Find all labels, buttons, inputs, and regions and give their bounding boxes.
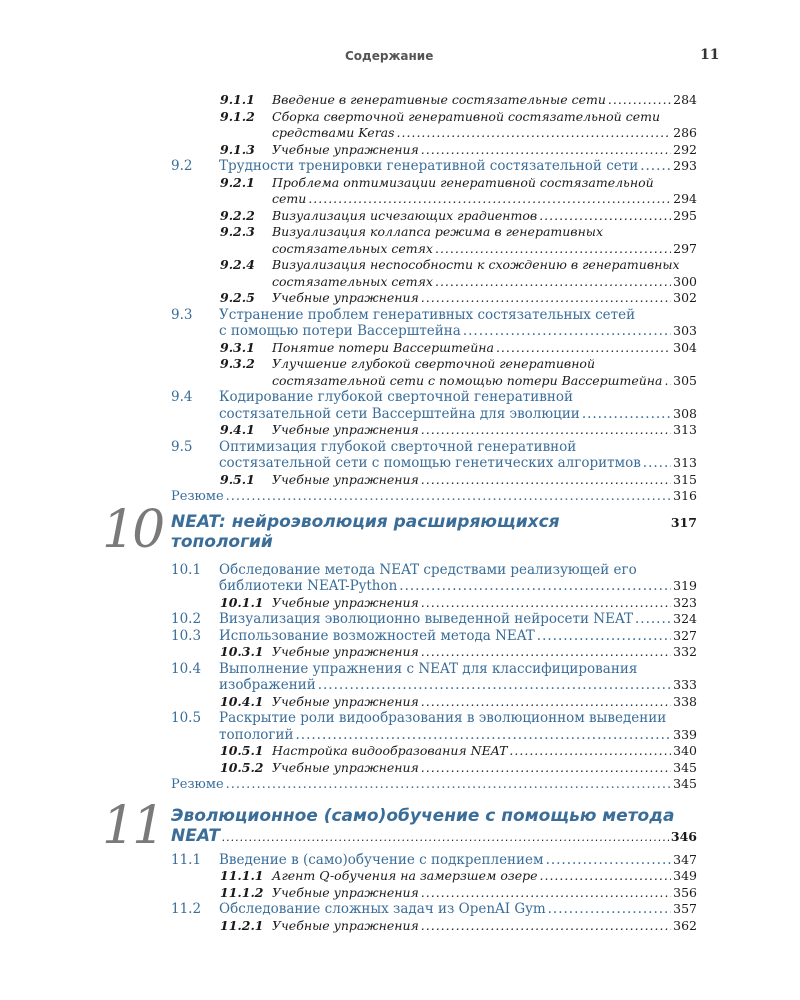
chapter-number: 10: [102, 499, 163, 560]
table-of-contents: [0, 92, 800, 934]
toc-entry-11-1-1[interactable]: 11.1.1 Агент Q-обучения на замерзшем озере ..... 349: [0, 868, 800, 885]
toc-entry-9-4[interactable]: 9.4 Кодирование глубокой сверточной генеративной состязательной сети Вассерштейна для эволюции ..... 308: [0, 389, 800, 422]
toc-entry-10-5-1[interactable]: 10.5.1 Настройка видообразования NEAT ..... 340: [0, 743, 800, 760]
toc-entry-9-2-5[interactable]: 9.2.5 Учебные упражнения ..... 302: [0, 290, 800, 307]
toc-entry-9-3-1[interactable]: 9.3.1 Понятие потери Вассерштейна ..... 304: [0, 340, 800, 357]
toc-entry-10-1-1[interactable]: 10.1.1 Учебные упражнения ..... 323: [0, 595, 800, 612]
toc-entry-11-1-2[interactable]: 11.1.2 Учебные упражнения ..... 356: [0, 885, 800, 902]
chapter-11-heading[interactable]: 11 Эволюционное (само)обучение с помощью метода NEAT ..... 346: [0, 794, 800, 852]
chapter-10-heading[interactable]: 10 NEAT: нейроэволюция расширяющихся топологий 317: [102, 499, 697, 560]
toc-entry-10-4-1[interactable]: 10.4.1 Учебные упражнения ..... 338: [0, 694, 800, 711]
toc-entry-10-3-1[interactable]: 10.3.1 Учебные упражнения ..... 332: [0, 644, 800, 661]
toc-entry-9-1-1[interactable]: 9.1.1 Введение в генеративные состязательные сети ..... 284: [0, 92, 800, 109]
toc-entry-9-5[interactable]: 9.5 Оптимизация глубокой сверточной генеративной состязательной сети с помощью генетических алгоритмов ..... 313: [0, 439, 800, 472]
toc-entry-9-3-2[interactable]: 9.3.2 Улучшение глубокой сверточной генеративной состязательной сети с помощью потери Вассерштейна ..... 305: [0, 356, 800, 389]
toc-entry-9-2-2[interactable]: 9.2.2 Визуализация исчезающих градиентов ..... 295: [0, 208, 800, 225]
toc-entry-10-4[interactable]: 10.4 Выполнение упражнения с NEAT для классифицирования изображений ..... 333: [0, 661, 800, 694]
toc-entry-9-2-3[interactable]: 9.2.3 Визуализация коллапса режима в генеративных состязательных сетях ..... 297: [0, 224, 800, 257]
toc-entry-9-1-2[interactable]: 9.1.2 Сборка сверточной генеративной состязательной сети средствами Keras ..... 286: [0, 109, 800, 142]
toc-entry-9-2[interactable]: 9.2 Трудности тренировки генеративной состязательной сети ..... 293: [0, 158, 800, 175]
toc-entry-10-5[interactable]: 10.5 Раскрытие роли видообразования в эволюционном выведении топологий ..... 339: [0, 710, 800, 743]
toc-entry-9-2-1[interactable]: 9.2.1 Проблема оптимизации генеративной состязательной сети ..... 294: [0, 175, 800, 208]
toc-entry-9-3[interactable]: 9.3 Устранение проблем генеративных состязательных сетей с помощью потери Вассерштейна ..... 303: [0, 307, 800, 340]
toc-entry-summary-9[interactable]: Резюме ..... 316: [0, 488, 800, 506]
toc-entry-9-4-1[interactable]: 9.4.1 Учебные упражнения ..... 313: [0, 422, 800, 439]
chapter-title: NEAT: нейроэволюция расширяющихся топологий: [171, 511, 560, 552]
chapter-title: Эволюционное (само)обучение с помощью метода: [171, 805, 675, 826]
toc-entry-10-5-2[interactable]: 10.5.2 Учебные упражнения ..... 345: [0, 760, 800, 777]
running-header-title: Содержание: [345, 49, 434, 63]
chapter-title-cont: NEAT: [171, 825, 220, 846]
toc-entry-9-1-3[interactable]: 9.1.3 Учебные упражнения ..... 292: [0, 142, 800, 159]
toc-entry-9-5-1[interactable]: 9.5.1 Учебные упражнения ..... 315: [0, 472, 800, 489]
toc-entry-11-2-1[interactable]: 11.2.1 Учебные упражнения ..... 362: [0, 918, 800, 935]
running-header-page-number: 11: [700, 47, 720, 63]
toc-entry-11-1[interactable]: 11.1 Введение в (само)обучение с подкреплением ..... 347: [0, 852, 800, 869]
toc-entry-10-1[interactable]: 10.1 Обследование метода NEAT средствами реализующей его библиотеки NEAT-Python ..... 319: [0, 562, 800, 595]
toc-entry-11-2[interactable]: 11.2 Обследование сложных задач из OpenAI Gym ..... 357: [0, 901, 800, 918]
toc-entry-10-2[interactable]: 10.2 Визуализация эволюционно выведенной нейросети NEAT ..... 324: [0, 611, 800, 628]
chapter-number: 11: [102, 795, 163, 856]
toc-entry-9-2-4[interactable]: 9.2.4 Визуализация неспособности к схождению в генеративных состязательных сетях ..... 300: [0, 257, 800, 290]
toc-entry-summary-10[interactable]: Резюме ..... 345: [0, 776, 800, 794]
toc-entry-10-3[interactable]: 10.3 Использование возможностей метода NEAT ..... 327: [0, 628, 800, 645]
